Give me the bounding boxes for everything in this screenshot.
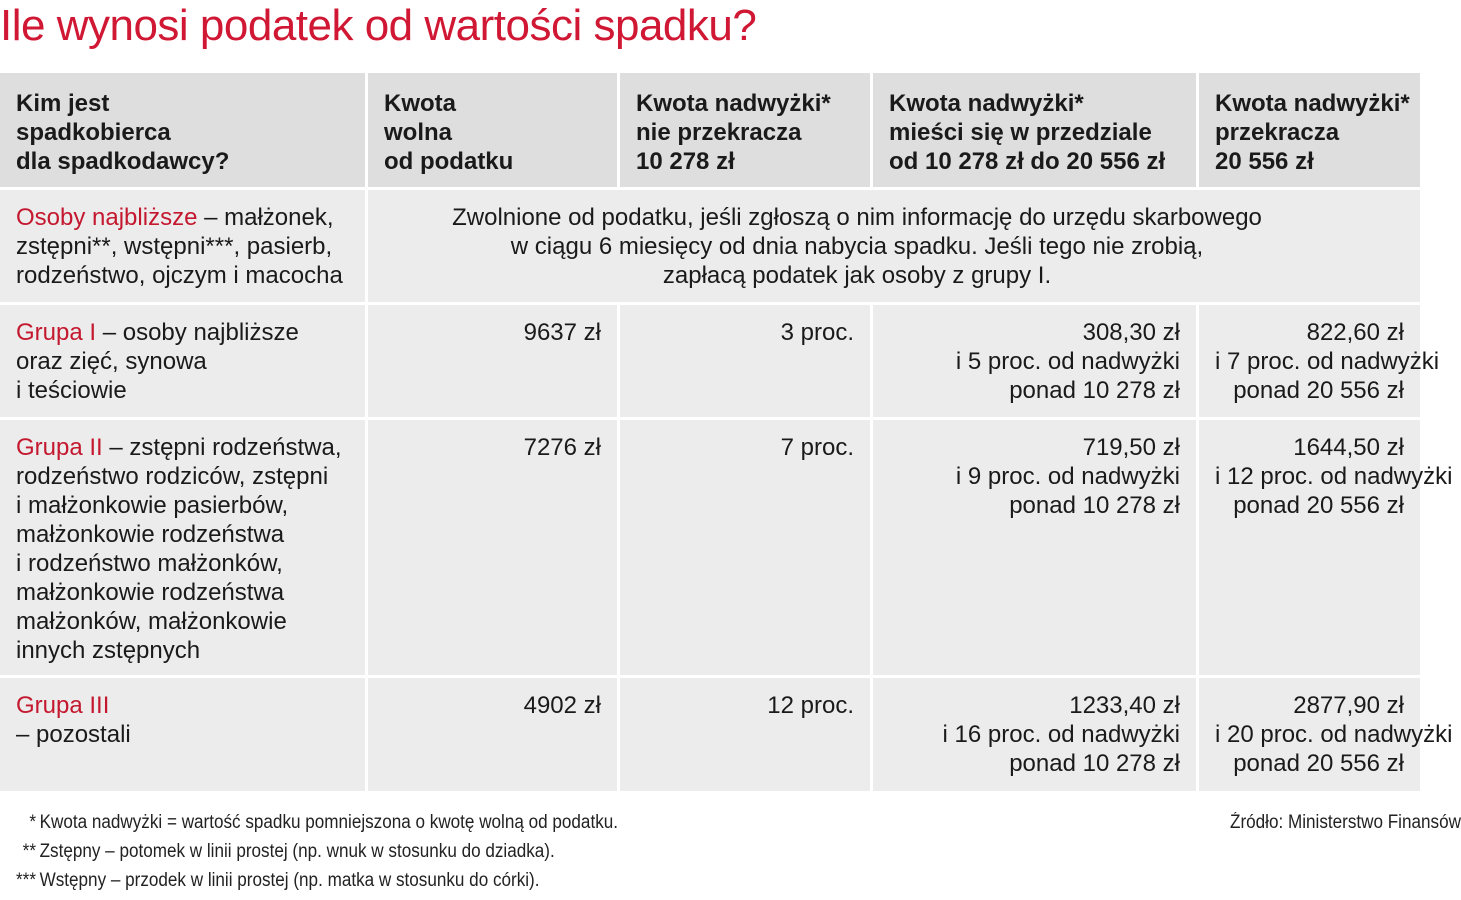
free-amount-value: 9637 zł xyxy=(523,319,601,346)
free-amount-cell xyxy=(368,420,617,675)
rate-low-cell xyxy=(620,305,870,417)
header-line: mieści się w przedziale xyxy=(889,119,1152,146)
rate-mid-line: ponad 10 278 zł xyxy=(1009,492,1180,519)
rate-low-value: 3 proc. xyxy=(780,319,854,346)
header-cell-mid xyxy=(873,73,1196,187)
rate-mid-cell xyxy=(873,420,1196,675)
rate-high-line: 2877,90 zł xyxy=(1293,692,1404,719)
exempt-note-line: Zwolnione od podatku, jeśli zgłoszą o nim informację do urzędu skarbowego xyxy=(452,204,1262,231)
rate-mid-cell xyxy=(873,305,1196,417)
rate-high-line: ponad 20 556 zł xyxy=(1233,377,1404,404)
free-amount-value: 7276 zł xyxy=(523,434,601,461)
rate-low-cell xyxy=(620,678,870,791)
source-note: Źródło: Ministerstwo Finansów xyxy=(1230,812,1461,833)
rate-high-line: i 20 proc. od nadwyżki xyxy=(1215,721,1453,748)
footnote xyxy=(0,866,618,895)
header-line: spadkobierca xyxy=(16,119,171,146)
exempt-note-line: zapłacą podatek jak osoby z grupy I. xyxy=(662,262,1052,289)
group-name: Grupa II xyxy=(16,434,103,461)
free-amount-cell xyxy=(368,305,617,417)
group-cell xyxy=(0,420,365,675)
group-name: Grupa I xyxy=(16,319,97,346)
rate-low-cell xyxy=(620,420,870,675)
rate-mid-line: i 9 proc. od nadwyżki xyxy=(955,463,1180,490)
free-amount-value: 4902 zł xyxy=(523,692,601,719)
rate-high-line: ponad 20 556 zł xyxy=(1233,750,1404,777)
footnote-marker: * xyxy=(29,812,36,833)
header-line: Kwota nadwyżki* xyxy=(636,90,831,117)
rate-low-value: 7 proc. xyxy=(780,434,854,461)
group-desc-text: – osoby najbliższe xyxy=(96,319,299,346)
footnote xyxy=(0,808,618,837)
rate-mid-line: ponad 10 278 zł xyxy=(1009,377,1180,404)
group-desc-line: rodzeństwo, ojczym i macocha xyxy=(16,262,343,289)
header-line: Kwota nadwyżki* xyxy=(889,90,1084,117)
group-desc-line: oraz zięć, synowa xyxy=(16,348,207,375)
group-cell xyxy=(0,678,365,791)
group-desc-line: zstępni**, wstępni***, pasierb, xyxy=(16,233,333,260)
footnote-text: Wstępny – przodek w linii prostej (np. matka w stosunku do córki). xyxy=(39,870,540,891)
group-desc-line: małżonków, małżonkowie xyxy=(16,608,287,635)
group-desc-line: rodzeństwo rodziców, zstępni xyxy=(16,463,329,490)
group-name: Grupa III xyxy=(16,692,110,719)
footnotes xyxy=(0,808,618,895)
group-desc-line: małżonkowie rodzeństwa xyxy=(16,521,285,548)
rate-high-line: i 7 proc. od nadwyżki xyxy=(1215,348,1440,375)
group-desc-line xyxy=(16,203,349,232)
footnote-text: Kwota nadwyżki = wartość spadku pomniejszona o kwotę wolną od podatku. xyxy=(39,812,619,833)
rate-low-value: 12 proc. xyxy=(767,692,854,719)
header-line: nie przekracza xyxy=(636,119,802,146)
group-desc-line: i rodzeństwo małżonków, xyxy=(16,550,283,577)
footnote xyxy=(0,837,618,866)
rate-high-cell xyxy=(1199,305,1440,417)
rate-high-line: 822,60 zł xyxy=(1306,319,1404,346)
header-line: Kwota nadwyżki* xyxy=(1215,90,1410,117)
group-name: Osoby najbliższe xyxy=(16,204,198,231)
rate-mid-line: 719,50 zł xyxy=(1082,434,1180,461)
footnote-marker: *** xyxy=(16,870,36,891)
rate-mid-cell xyxy=(873,678,1196,791)
group-desc-line xyxy=(16,433,349,462)
header-cell-free-amount xyxy=(368,73,617,187)
free-amount-cell xyxy=(368,678,617,791)
group-cell xyxy=(0,305,365,417)
rate-high-line: 1644,50 zł xyxy=(1293,434,1404,461)
group-desc-line: – pozostali xyxy=(16,721,131,748)
rate-mid-line: 1233,40 zł xyxy=(1069,692,1180,719)
rate-high-cell xyxy=(1199,678,1453,791)
header-line: 10 278 zł xyxy=(636,148,735,175)
footnote-text: Zstępny – potomek w linii prostej (np. wnuk w stosunku do dziadka). xyxy=(39,841,555,862)
tax-table xyxy=(0,73,1453,793)
group-desc-line xyxy=(16,691,349,720)
header-cell-heir xyxy=(0,73,365,187)
page-title: Ile wynosi podatek od wartości spadku? xyxy=(0,1,757,50)
header-line: od 10 278 zł do 20 556 zł xyxy=(889,148,1166,175)
header-cell-high xyxy=(1199,73,1420,187)
group-desc-line: małżonkowie rodzeństwa xyxy=(16,579,285,606)
header-line: dla spadkodawcy? xyxy=(16,148,230,175)
rate-mid-line: ponad 10 278 zł xyxy=(1009,750,1180,777)
header-line: 20 556 zł xyxy=(1215,148,1314,175)
header-line: Kwota xyxy=(384,90,456,117)
header-line: przekracza xyxy=(1215,119,1340,146)
group-desc-line: innych zstępnych xyxy=(16,637,201,664)
group-desc-text: – zstępni rodzeństwa, xyxy=(102,434,342,461)
header-line: od podatku xyxy=(384,148,514,175)
group-desc-line: i małżonkowie pasierbów, xyxy=(16,492,289,519)
group-desc-text: – małżonek, xyxy=(197,204,334,231)
group-desc-line: i teściowie xyxy=(16,377,127,404)
rate-mid-line: 308,30 zł xyxy=(1082,319,1180,346)
exempt-note-line: w ciągu 6 miesięcy od dnia nabycia spadku. Jeśli tego nie zrobią, xyxy=(510,233,1204,260)
rate-mid-line: i 5 proc. od nadwyżki xyxy=(955,348,1180,375)
rate-high-cell xyxy=(1199,420,1453,675)
footnote-marker: ** xyxy=(22,841,36,862)
exempt-group-cell xyxy=(0,190,365,302)
rate-high-line: i 12 proc. od nadwyżki xyxy=(1215,463,1453,490)
rate-high-line: ponad 20 556 zł xyxy=(1233,492,1404,519)
group-desc-line xyxy=(16,318,349,347)
header-line: Kim jest xyxy=(16,90,110,117)
exempt-merged-cell xyxy=(368,190,1420,302)
header-line: wolna xyxy=(384,119,453,146)
header-cell-low xyxy=(620,73,870,187)
rate-mid-line: i 16 proc. od nadwyżki xyxy=(942,721,1180,748)
